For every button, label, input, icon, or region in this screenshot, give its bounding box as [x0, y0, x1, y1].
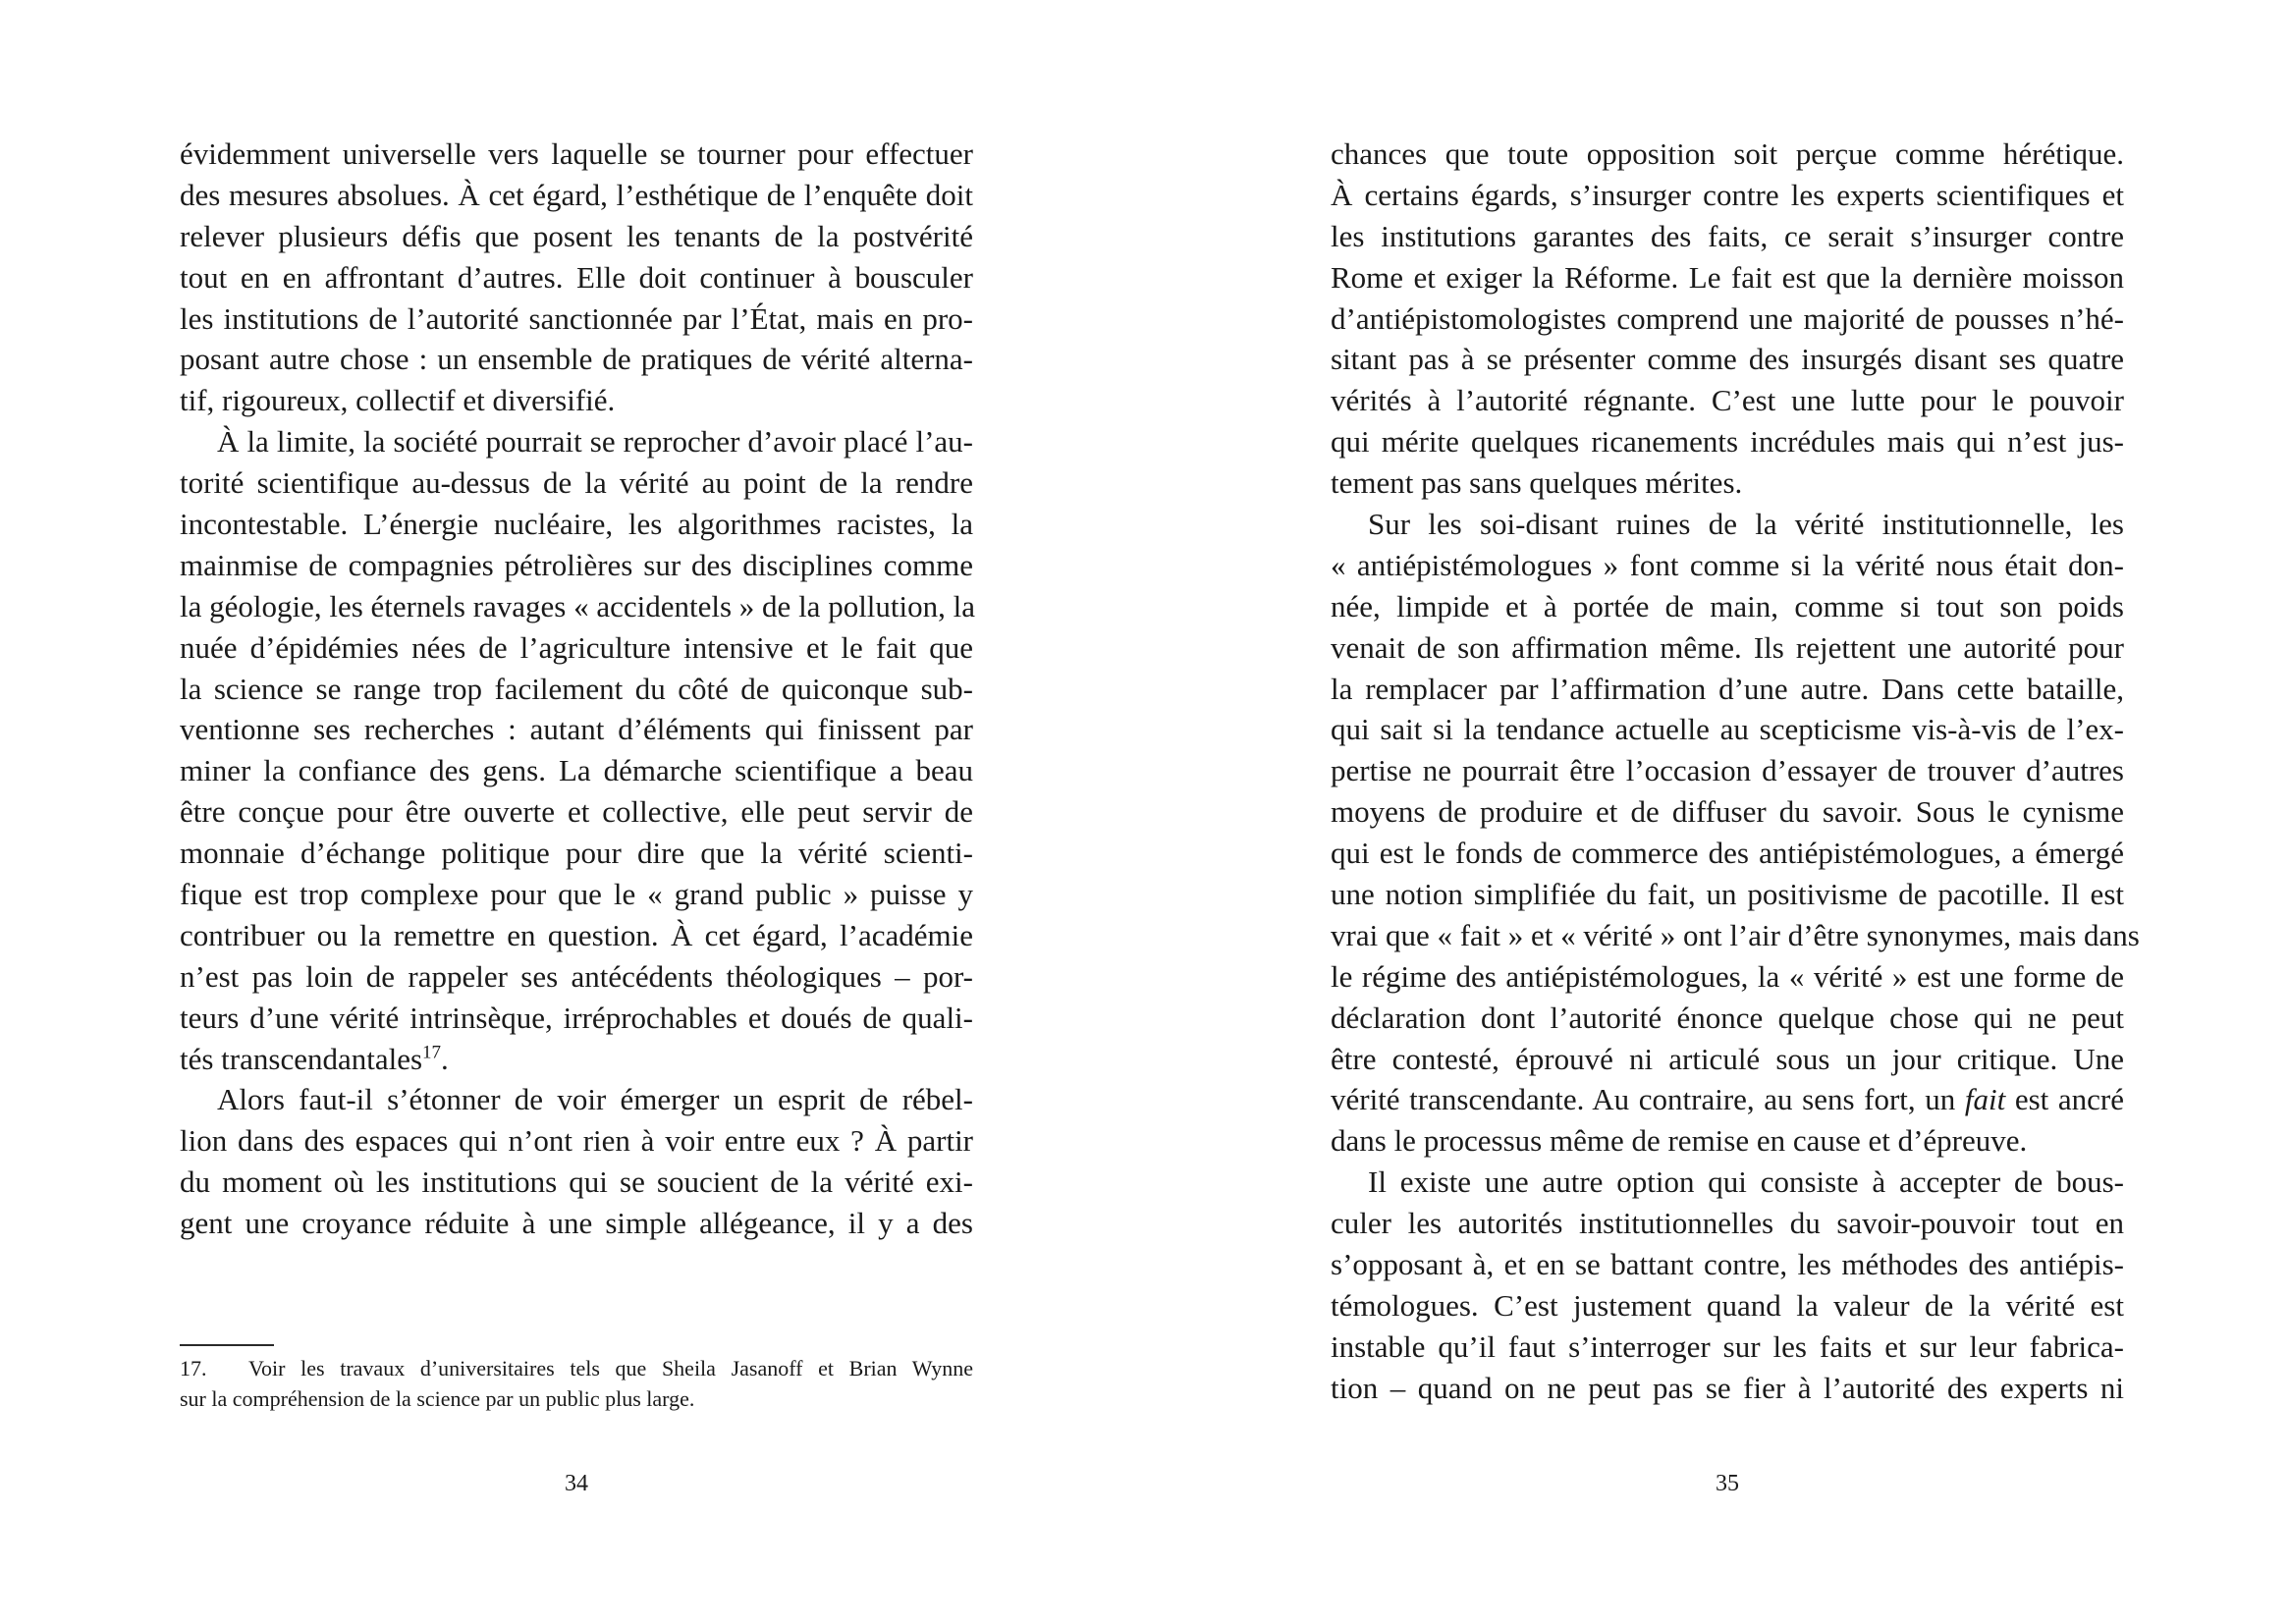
text-line: incontestable. L’énergie nucléaire, les algorithmes racistes, la: [180, 507, 973, 542]
text-line: née, limpide et à portée de main, comme si tout son poids: [1331, 588, 2124, 623]
text-line: chances que toute opposition soit perçue comme hérétique.: [1331, 136, 2124, 171]
footnote-text: Voir les travaux d’universitaires tels que Sheila Jasanoff et Brian Wynne: [248, 1356, 973, 1380]
text-line: qui sait si la tendance actuelle au scepticisme vis-à-vis de l’ex-: [1331, 712, 2124, 747]
left-page: [0, 0, 1144, 1624]
right-page-body: [1331, 134, 2140, 1409]
footnote-line: [180, 1353, 973, 1383]
text-line: du moment où les institutions qui se soucient de la vérité exi-: [180, 1164, 973, 1200]
text-line: sitant pas à se présenter comme des insurgés disant ses quatre: [1331, 342, 2124, 377]
text-line: la science se range trop facilement du côté de quiconque sub-: [180, 671, 973, 706]
text-line: nuée d’épidémies nées de l’agriculture intensive et le fait que: [180, 629, 973, 665]
left-page-body: [180, 134, 976, 1244]
text-line: relever plusieurs défis que posent les tenants de la postvérité: [180, 218, 973, 253]
text-line: torité scientifique au-dessus de la vérité au point de la rendre: [180, 465, 973, 501]
text-line: être contesté, éprouvé ni articulé sous un jour critique. Une: [1331, 1041, 2124, 1076]
text-line: À la limite, la société pourrait se reprocher d’avoir placé l’au-: [217, 424, 973, 460]
text-line: moyens de produire et de diffuser du savoir. Sous le cynisme: [1331, 794, 2124, 830]
text-line: vrai que « fait » et « vérité » ont l’air d’être synonymes, mais dans: [1331, 917, 2140, 952]
footnote-number: 17.: [180, 1356, 207, 1380]
footnote-reference[interactable]: 17: [422, 1042, 442, 1063]
footnote-line: sur la compréhension de la science par un public plus large.: [180, 1386, 695, 1411]
text-line: « antiépistémologues » font comme si la vérité nous était don-: [1331, 547, 2124, 582]
text-line-with-footnote-ref: tés transcendantales$^{17}$.: [180, 1041, 449, 1076]
text-line: contribuer ou la remettre en question. À cet égard, l’académie: [180, 917, 973, 952]
text-line: la remplacer par l’affirmation d’une autre. Dans cette bataille,: [1331, 671, 2124, 706]
text-line: une notion simplifiée du fait, un positivisme de pacotille. Il est: [1331, 877, 2124, 912]
text-line: monnaie d’échange politique pour dire que la vérité scienti-: [180, 836, 973, 871]
text-line: le régime des antiépistémologues, la « vérité » est une forme de: [1331, 958, 2124, 994]
text-line: des mesures absolues. À cet égard, l’esthétique de l’enquête doit: [180, 177, 973, 212]
footnote: [180, 1353, 973, 1414]
text-line: n’est pas loin de rappeler ses antécédents théologiques – por-: [180, 958, 973, 994]
text-line: qui mérite quelques ricanements incrédules mais qui n’est jus-: [1331, 424, 2124, 460]
text-line: instable qu’il faut s’interroger sur les faits et sur leur fabrica-: [1331, 1328, 2124, 1364]
text-line: vérités à l’autorité régnante. C’est une lutte pour le pouvoir: [1331, 383, 2124, 418]
text-line: qui est le fonds de commerce des antiépistémologues, a émergé: [1331, 836, 2124, 871]
text-line: les institutions garantes des faits, ce serait s’insurger contre: [1331, 218, 2124, 253]
page-number: 35: [1716, 1471, 1739, 1496]
text-line: dans le processus même de remise en cause et d’épreuve.: [1331, 1123, 2028, 1159]
text-line: être conçue pour être ouverte et collective, elle peut servir de: [180, 794, 973, 830]
text-line: gent une croyance réduite à une simple allégeance, il y a des: [180, 1206, 973, 1241]
text-line: culer les autorités institutionnelles du savoir-pouvoir tout en: [1331, 1206, 2124, 1241]
text-line: témologues. C’est justement quand la valeur de la vérité est: [1331, 1287, 2124, 1323]
text-line: évidemment universelle vers laquelle se tourner pour effectuer: [180, 136, 973, 171]
text-line-with-italic: [1331, 1079, 2124, 1120]
text-line-start: vérité transcendante. Au contraire, au sens fort, un: [1331, 1082, 1965, 1117]
text-line: tif, rigoureux, collectif et diversifié.: [180, 383, 616, 418]
page-number: 34: [565, 1471, 588, 1496]
text-line: s’opposant à, et en se battant contre, les méthodes des antiépis-: [1331, 1247, 2124, 1282]
footnote-divider: [180, 1344, 274, 1346]
text-line-end: est ancré: [2005, 1082, 2124, 1117]
text-line: tement pas sans quelques mérites.: [1331, 465, 1743, 501]
text-line: À certains égards, s’insurger contre les experts scientifiques et: [1331, 177, 2124, 212]
italic-word: fait: [1964, 1082, 2006, 1117]
text-line: mainmise de compagnies pétrolières sur des disciplines comme: [180, 547, 973, 582]
text-line: Rome et exiger la Réforme. Le fait est que la dernière moisson: [1331, 259, 2124, 295]
text-line: fique est trop complexe pour que le « grand public » puisse y: [180, 877, 973, 912]
text-line: tout en en affrontant d’autres. Elle doit continuer à bousculer: [180, 259, 973, 295]
text-line: ventionne ses recherches : autant d’éléments qui finissent par: [180, 712, 973, 747]
text-line: posant autre chose : un ensemble de pratiques de vérité alterna-: [180, 342, 973, 377]
text-line: la géologie, les éternels ravages « accidentels » de la pollution, la: [180, 588, 976, 623]
text-line: pertise ne pourrait être l’occasion d’essayer de trouver d’autres: [1331, 753, 2124, 788]
text-line: tion – quand on ne peut pas se fier à l’autorité des experts ni: [1331, 1370, 2124, 1405]
text-line-content: tés transcendantales: [180, 1041, 423, 1076]
text-line: lion dans des espaces qui n’ont rien à voir entre eux ? À partir: [180, 1123, 973, 1159]
text-line: miner la confiance des gens. La démarche scientifique a beau: [180, 753, 973, 788]
text-line: d’antiépistomologistes comprend une majorité de pousses n’hé-: [1331, 300, 2124, 336]
text-line: déclaration dont l’autorité énonce quelque chose qui ne peut: [1331, 1000, 2124, 1035]
right-page: [1145, 0, 2289, 1624]
text-line: Il existe une autre option qui consiste à accepter de bous-: [1368, 1164, 2124, 1200]
text-line: venait de son affirmation même. Ils rejettent une autorité pour: [1331, 629, 2124, 665]
text-line: Alors faut-il s’étonner de voir émerger un esprit de rébel-: [217, 1082, 973, 1117]
text-line: les institutions de l’autorité sanctionnée par l’État, mais en pro-: [180, 300, 973, 336]
text-line: teurs d’une vérité intrinsèque, irréprochables et doués de quali-: [180, 1000, 973, 1035]
text-line: Sur les soi-disant ruines de la vérité institutionnelle, les: [1368, 507, 2124, 542]
